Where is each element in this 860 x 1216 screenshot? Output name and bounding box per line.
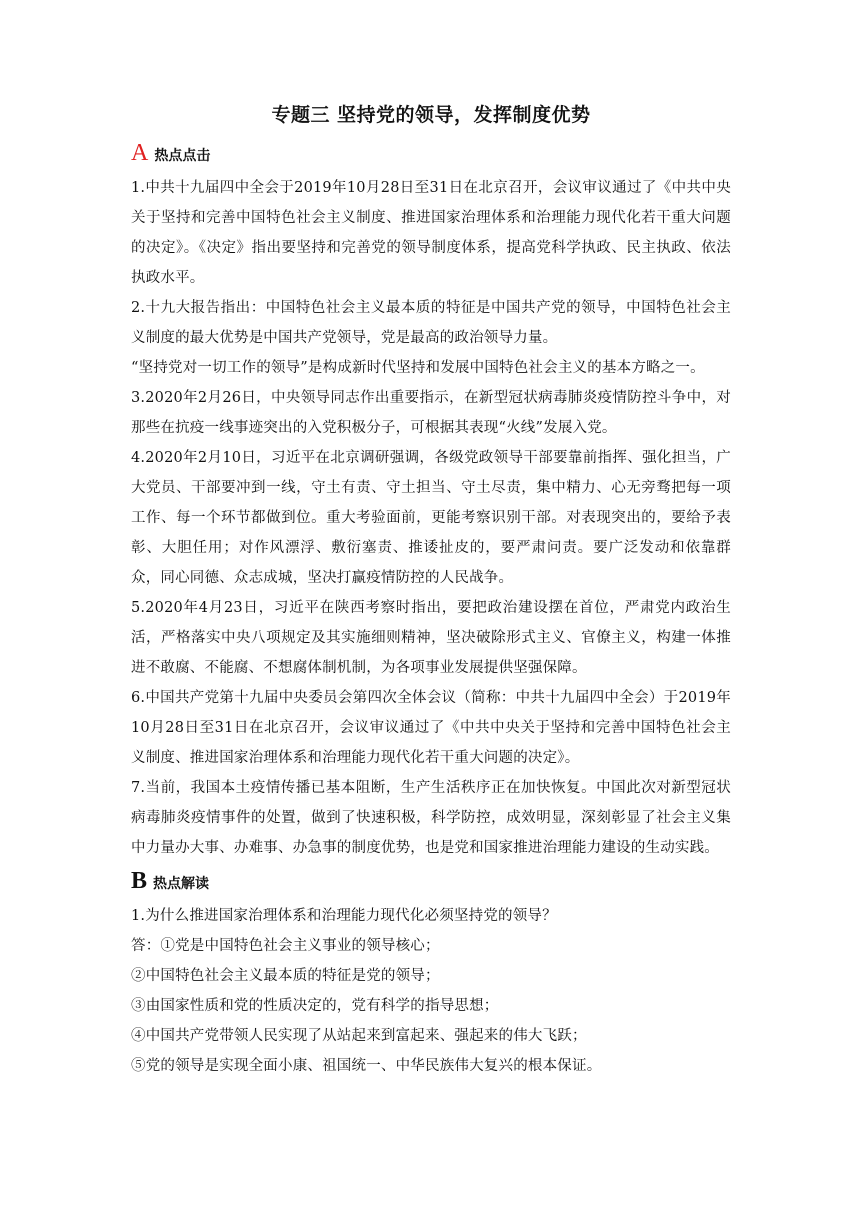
answer-line-4: ④中国共产党带领人民实现了从站起来到富起来、强起来的伟大飞跃；: [131, 1028, 587, 1044]
hotspot-paragraph-quote: “坚持党对一切工作的领导”是构成新时代坚持和发展中国特色社会主义的基本方略之一。: [131, 360, 705, 376]
section-a-letter: A: [131, 140, 149, 166]
page-title: 专题三 坚持党的领导，发挥制度优势: [271, 104, 591, 126]
section-b-header: [131, 869, 731, 893]
answer-line-1: 答：①党是中国特色社会主义事业的领导核心；: [131, 938, 440, 954]
answer-line-2: ②中国特色社会主义最本质的特征是党的领导；: [131, 968, 440, 984]
section-b-heading: 热点解读: [153, 876, 210, 892]
section-a-header: [131, 141, 731, 165]
hotspot-paragraph-2: 2.十九大报告指出：中国特色社会主义最本质的特征是中国共产党的领导，中国特色社会主义制度的最大优势是中国共产党领导，党是最高的政治领导力量。: [131, 300, 731, 346]
hotspot-paragraph-5: 5.2020年4月23日，习近平在陕西考察时指出，要把政治建设摆在首位，严肃党内政治生活，严格落实中央八项规定及其实施细则精神，坚决破除形式主义、官僚主义，构建一体推进不敢腐、不能腐、不想腐体制机制，为各项事业发展提供坚强保障。: [131, 600, 731, 676]
section-b-letter: B: [131, 868, 148, 894]
answer-line-3: ③由国家性质和党的性质决定的，党有科学的指导思想；: [131, 998, 499, 1014]
hotspot-paragraph-4: 4.2020年2月10日，习近平在北京调研强调，各级党政领导干部要靠前指挥、强化担当，广大党员、干部要冲到一线，守土有责、守土担当、守土尽责，集中精力、心无旁骛把每一项工作、每一个环节都做到位。重大考验面前，更能考察识别干部。对表现突出的，要给予表彰、大胆任用；对作风漂浮、敷衍塞责、推诿扯皮的，要严肃问责。要广泛发动和依靠群众，同心同德、众志成城，坚决打赢疫情防控的人民战争。: [131, 450, 731, 586]
document-content: [131, 100, 731, 1081]
hotspot-paragraph-6: 6.中国共产党第十九届中央委员会第四次全体会议（简称：中共十九届四中全会）于2019年10月28日至31日在北京召开，会议审议通过了《中共中央关于坚持和完善中国特色社会主义制度、推进国家治理体系和治理能力现代化若干重大问题的决定》。: [131, 690, 731, 766]
answer-line-5: ⑤党的领导是实现全面小康、祖国统一、中华民族伟大复兴的根本保证。: [131, 1058, 602, 1074]
section-a-heading: 热点点击: [154, 148, 211, 164]
hotspot-paragraph-7: 7.当前，我国本土疫情传播已基本阻断，生产生活秩序正在加快恢复。中国此次对新型冠状病毒肺炎疫情事件的处置，做到了快速积极，科学防控，成效明显，深刻彰显了社会主义集中力量办大事、办难事、办急事的制度优势，也是党和国家推进治理能力建设的生动实践。: [131, 780, 731, 856]
section-b-body: [131, 901, 731, 1081]
hotspot-paragraph-1: 1.中共十九届四中全会于2019年10月28日至31日在北京召开，会议审议通过了《中共中央关于坚持和完善中国特色社会主义制度、推进国家治理体系和治理能力现代化若干重大问题的决定》。《决定》指出要坚持和完善党的领导制度体系，提高党科学执政、民主执政、依法执政水平。: [131, 180, 731, 286]
question-line: 1.为什么推进国家治理体系和治理能力现代化必须坚持党的领导？: [131, 908, 557, 924]
hotspot-paragraph-3: 3.2020年2月26日，中央领导同志作出重要指示，在新型冠状病毒肺炎疫情防控斗争中，对那些在抗疫一线事迹突出的入党积极分子，可根据其表现“火线”发展入党。: [131, 390, 731, 436]
section-a-body: [131, 173, 731, 863]
